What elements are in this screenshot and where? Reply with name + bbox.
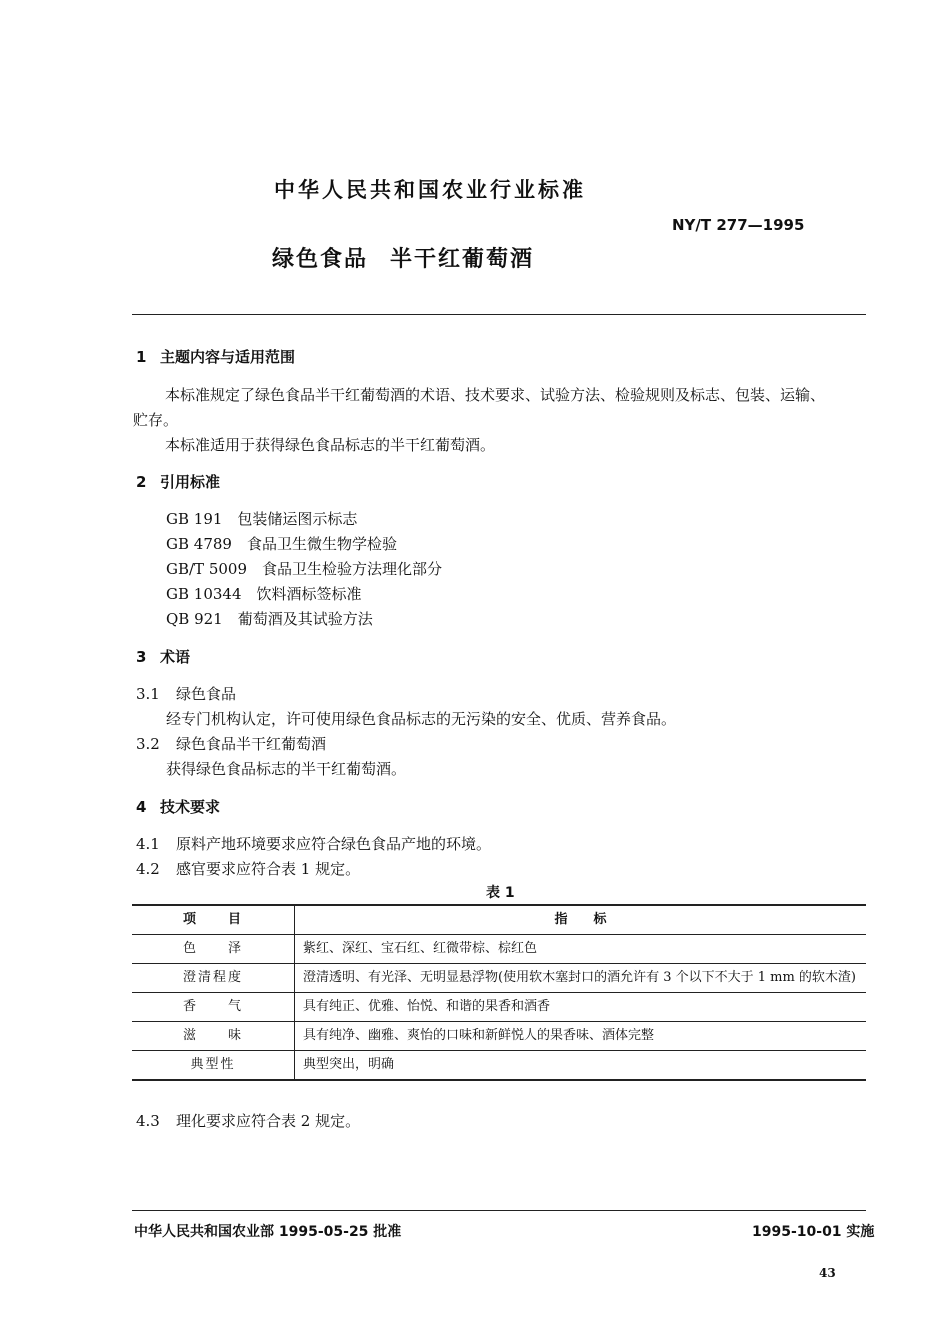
- table-cell-value: 紫红、深红、宝石红、红微带棕、棕红色: [295, 935, 867, 964]
- table-header-row: [132, 905, 866, 935]
- requirement-4-3: 4.3 理化要求应符合表 2 规定。: [136, 1112, 361, 1130]
- table-cell-item: 色 泽: [132, 935, 295, 964]
- table-row: [132, 1051, 866, 1081]
- title-part-green-food: 绿色食品: [272, 247, 369, 272]
- table-row: [132, 964, 866, 993]
- table-row: [132, 993, 866, 1022]
- page-number: 43: [819, 1266, 836, 1280]
- term-3-1-definition: 经专门机构认定，许可使用绿色食品标志的无污染的安全、优质、营养食品。: [166, 710, 677, 728]
- section-4-heading: 4 技术要求: [136, 798, 221, 816]
- table-cell-item: 滋 味: [132, 1022, 295, 1051]
- reference-item: GB 4789 食品卫生微生物学检验: [166, 535, 397, 553]
- header-divider: [132, 314, 866, 315]
- title-part-product: 半干红葡萄酒: [390, 247, 535, 272]
- reference-item: GB/T 5009 食品卫生检验方法理化部分: [166, 560, 443, 578]
- table-cell-item: 澄清程度: [132, 964, 295, 993]
- table-header-item: 项 目: [132, 905, 295, 935]
- approval-line: 中华人民共和国农业部 1995-05-25 批准: [134, 1224, 402, 1240]
- table-cell-value: 典型突出，明确: [295, 1051, 867, 1081]
- section-3-heading: 3 术语: [136, 648, 191, 666]
- table-row: [132, 935, 866, 964]
- reference-item: QB 921 葡萄酒及其试验方法: [166, 610, 373, 628]
- document-title: [272, 242, 534, 273]
- footer-divider: [132, 1210, 866, 1211]
- table-1: [132, 904, 866, 1081]
- table-row: [132, 1022, 866, 1051]
- table-header-index: 指 标: [295, 905, 867, 935]
- term-3-2-heading: 3.2 绿色食品半干红葡萄酒: [136, 735, 327, 753]
- section-1-heading: 1 主题内容与适用范围: [136, 348, 296, 366]
- term-3-1-heading: 3.1 绿色食品: [136, 685, 237, 703]
- table-cell-value: 具有纯净、幽雅、爽怡的口味和新鲜悦人的果香味、酒体完整: [295, 1022, 867, 1051]
- section-1-paragraph-1: 本标准规定了绿色食品半干红葡萄酒的术语、技术要求、试验方法、检验规则及标志、包装、运输、: [165, 386, 826, 404]
- term-3-2-definition: 获得绿色食品标志的半干红葡萄酒。: [166, 760, 407, 778]
- implementation-date: 1995-10-01 实施: [752, 1224, 875, 1240]
- table-cell-item: 香 气: [132, 993, 295, 1022]
- section-1-paragraph-1-cont: 贮存。: [133, 411, 179, 429]
- section-1-paragraph-2: 本标准适用于获得绿色食品标志的半干红葡萄酒。: [165, 436, 496, 454]
- requirement-4-2: 4.2 感官要求应符合表 1 规定。: [136, 860, 361, 878]
- table-cell-value: 澄清透明、有光泽、无明显悬浮物(使用软木塞封口的酒允许有 3 个以下不大于 1 mm 的软木渣): [295, 964, 867, 993]
- reference-item: GB 191 包装储运图示标志: [166, 510, 358, 528]
- reference-item: GB 10344 饮料酒标签标准: [166, 585, 362, 603]
- section-2-heading: 2 引用标准: [136, 473, 221, 491]
- table-cell-item: 典型性: [132, 1051, 295, 1081]
- requirement-4-1: 4.1 原料产地环境要求应符合绿色食品产地的环境。: [136, 835, 492, 853]
- table-1-caption: 表 1: [486, 885, 515, 901]
- table-cell-value: 具有纯正、优雅、怡悦、和谐的果香和酒香: [295, 993, 867, 1022]
- standard-code: NY/T 277—1995: [672, 216, 805, 234]
- standard-category-title: 中华人民共和国农业行业标准: [274, 178, 586, 202]
